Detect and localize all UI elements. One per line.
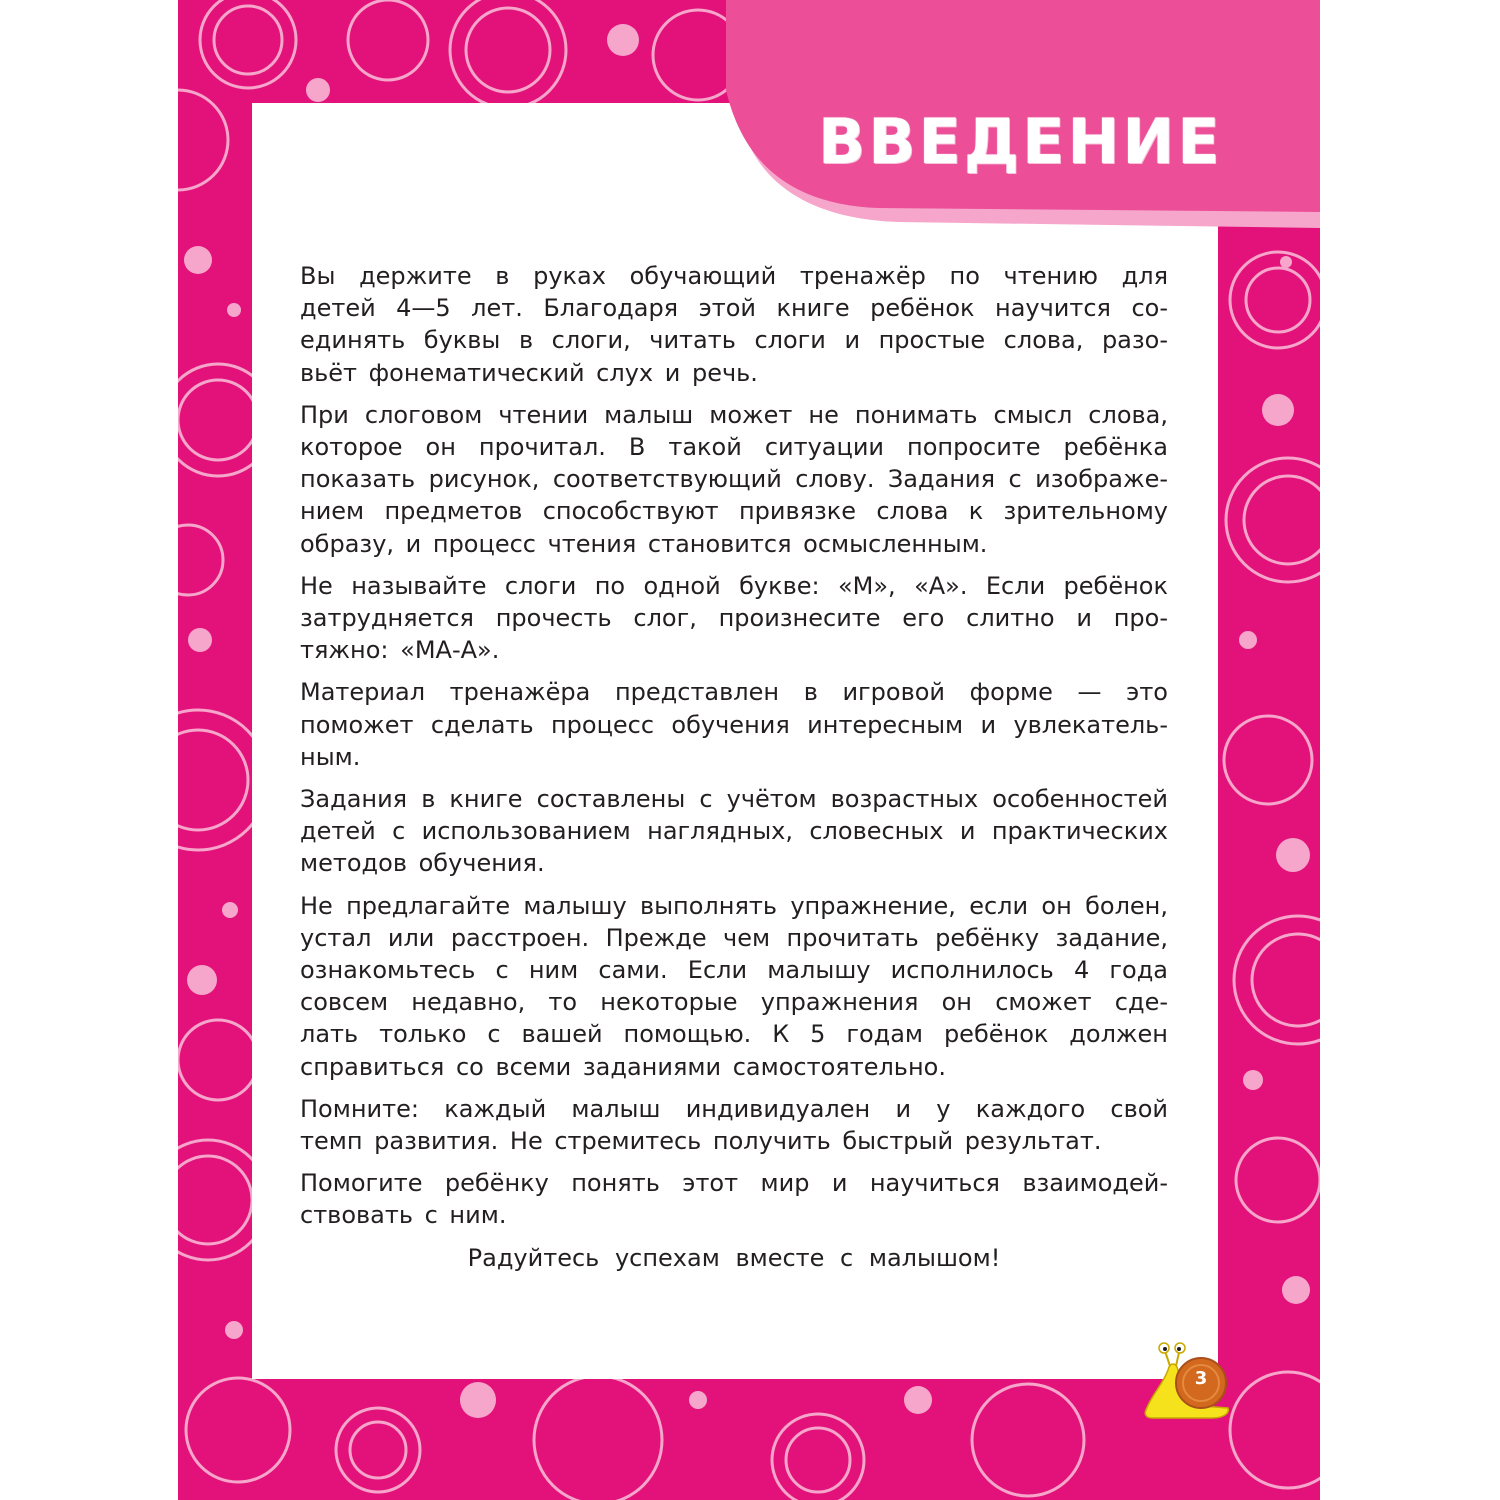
text-line: ознакомьтесь с ним сами. Если малышу исполнилось 4 года <box>300 956 1168 985</box>
closing-line: Радуйтесь успехам вместе с малышом! <box>467 1243 1001 1272</box>
text-line: справиться со всеми заданиями самостоятельно. <box>300 1052 946 1081</box>
paragraph-2 <box>300 399 1168 560</box>
text-line: единять буквы в слоги, читать слоги и простые слова, разо- <box>300 326 1168 355</box>
paragraph-8 <box>300 1167 1168 1231</box>
paragraph-3 <box>300 570 1168 667</box>
page-number: 3 <box>1194 1368 1208 1389</box>
paragraph-5 <box>300 783 1168 880</box>
text-line: детей 4—5 лет. Благодаря этой книге ребёнок научится со- <box>300 294 1168 323</box>
paragraph-1 <box>300 260 1168 389</box>
intro-text <box>300 260 1168 1274</box>
text-line: При слоговом чтении малыш может не понимать смысл слова, <box>300 400 1168 429</box>
paragraph-6 <box>300 890 1168 1083</box>
text-line: совсем недавно, то некоторые упражнения он сможет сде- <box>300 988 1168 1017</box>
text-line: Материал тренажёра представлен в игровой форме — это <box>300 678 1168 707</box>
text-line: затрудняется прочесть слог, произнесите его слитно и про- <box>300 604 1168 633</box>
text-line: ствовать с ним. <box>300 1201 507 1230</box>
text-line: Помогите ребёнку понять этот мир и научиться взаимодей- <box>300 1169 1168 1198</box>
book-page <box>178 0 1320 1500</box>
paragraph-4 <box>300 676 1168 773</box>
text-line: методов обучения. <box>300 849 545 878</box>
paragraph-7 <box>300 1093 1168 1157</box>
text-line: Помните: каждый малыш индивидуален и у каждого свой <box>300 1094 1168 1123</box>
text-line: образу, и процесс чтения становится осмысленным. <box>300 529 988 558</box>
text-line: нием предметов способствуют привязке слова к зрительному <box>300 497 1168 526</box>
text-line: темп развития. Не стремитесь получить быстрый результат. <box>300 1127 1102 1156</box>
text-line: тяжно: «МА-А». <box>300 636 500 665</box>
page-title: ВВЕДЕНИЕ <box>818 105 1223 178</box>
text-line: Вы держите в руках обучающий тренажёр по чтению для <box>300 262 1168 290</box>
text-line: детей с использованием наглядных, словесных и практических <box>300 817 1168 846</box>
text-line: устал или расстроен. Прежде чем прочитать ребёнку задание, <box>300 923 1168 952</box>
text-line: Задания в книге составлены с учётом возрастных особенностей <box>300 785 1168 814</box>
text-line: Не называйте слоги по одной букве: «М», «А». Если ребёнок <box>300 571 1168 600</box>
text-line: вьёт фонематический слух и речь. <box>300 358 758 387</box>
text-line: ным. <box>300 742 361 771</box>
text-line: лать только с вашей помощью. К 5 годам ребёнок должен <box>300 1020 1168 1049</box>
text-line: Не предлагайте малышу выполнять упражнение, если он болен, <box>300 891 1168 920</box>
text-line: показать рисунок, соответствующий слову. Задания с изображе- <box>300 465 1168 494</box>
text-line: поможет сделать процесс обучения интересным и увлекатель- <box>300 710 1168 739</box>
text-line: которое он прочитал. В такой ситуации попросите ребёнка <box>300 433 1168 462</box>
